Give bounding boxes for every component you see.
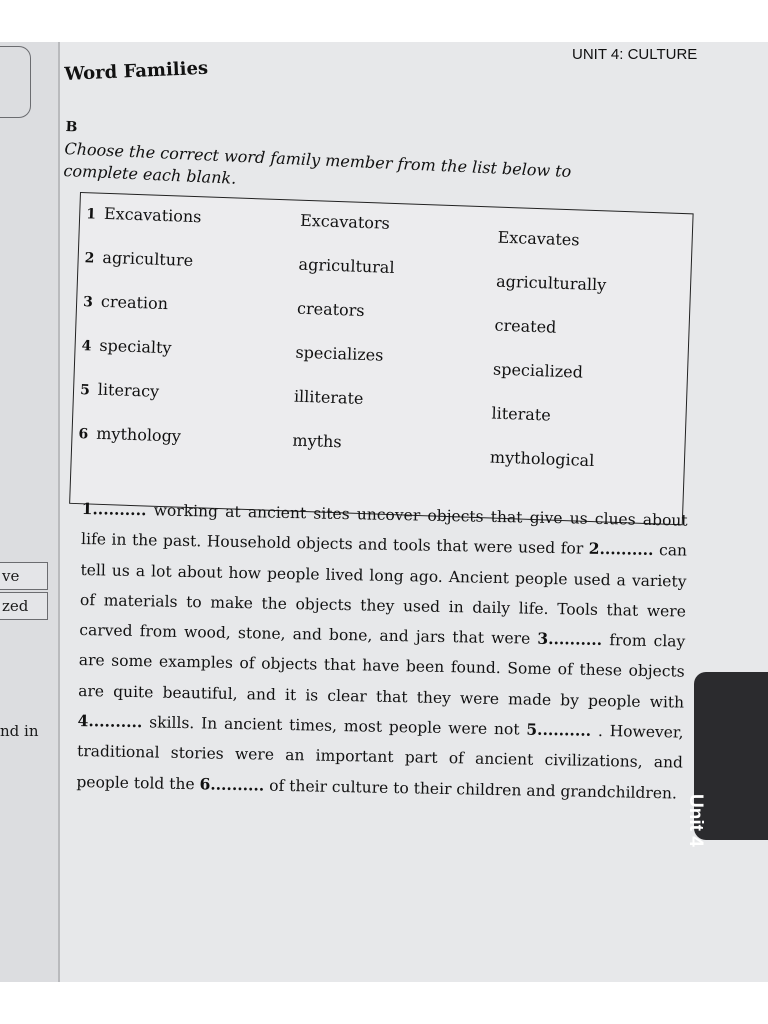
left-page-tab-outline bbox=[0, 46, 31, 118]
left-page-fragment-box-2: zed bbox=[0, 592, 48, 620]
word-cell-noun: 2 agriculture bbox=[84, 247, 194, 270]
bleed-through-text bbox=[540, 94, 544, 110]
word-cell-form3: literate bbox=[491, 403, 552, 425]
blank-5: 5.......... bbox=[526, 719, 592, 740]
word-cell-noun: 3 creation bbox=[82, 291, 169, 314]
passage-paragraph: 1.......... working at ancient sites uncover objects that give us clues about life in the past. Household objects and tools that were used for 2.......... can tell us a lot about how people lived long ago. Ancient people used a variety of materials to make the objects they used in daily life. Tools that were carved from wood, stone, and bone, and jars that were 3.......... from clay are some examples of objects that have been found. Some of these objects are quite beautiful, and it is clear that they were made by people with 4.......... skills. In ancient times, most people were not 5.......... . However, traditional stories were an important part of ancient civilizations, and people told the 6.......... of their culture to their children and grandchildren. bbox=[76, 498, 688, 803]
word-cell-form2: Excavators bbox=[299, 210, 391, 233]
left-page-fragment-box-1: ve bbox=[0, 562, 48, 590]
word-cell-form2: myths bbox=[292, 430, 342, 452]
word-cell-form2: agricultural bbox=[298, 254, 395, 278]
gap-fill-passage bbox=[76, 494, 688, 809]
word-cell-noun: 6 mythology bbox=[78, 423, 182, 446]
left-page-edge bbox=[0, 42, 60, 982]
unit-side-tab-label: Unit 4 bbox=[685, 794, 706, 847]
word-cell-form3: agriculturally bbox=[495, 271, 607, 295]
blank-1: 1.......... bbox=[81, 498, 147, 520]
exercise-letter: B bbox=[65, 118, 78, 136]
section-title: Word Families bbox=[64, 57, 209, 85]
unit-side-tab bbox=[685, 672, 768, 847]
word-cell-noun: 4 specialty bbox=[81, 335, 172, 358]
blank-4: 4.......... bbox=[77, 711, 143, 732]
word-cell-form2: illiterate bbox=[293, 386, 364, 409]
word-cell-form2: specializes bbox=[295, 342, 384, 365]
word-cell-noun: 1 Excavations bbox=[85, 203, 202, 227]
instruction-text: Choose the correct word family member from the list below to complete each blank. bbox=[63, 138, 572, 188]
unit-header: UNIT 4: CULTURE bbox=[572, 46, 698, 63]
word-cell-form3: mythological bbox=[489, 447, 595, 471]
word-family-table bbox=[69, 192, 694, 525]
book-page bbox=[0, 42, 768, 982]
word-cell-form3: specialized bbox=[492, 359, 584, 382]
blank-2: 2.......... bbox=[588, 539, 654, 560]
blank-3: 3.......... bbox=[537, 628, 603, 650]
left-page-fragment-text: nd in bbox=[0, 722, 39, 740]
word-cell-form3: Excavates bbox=[497, 227, 580, 250]
word-cell-noun: 5 literacy bbox=[79, 379, 160, 401]
word-cell-form2: creators bbox=[296, 298, 365, 320]
blank-6: 6.......... bbox=[199, 773, 265, 795]
word-cell-form3: created bbox=[494, 315, 557, 337]
